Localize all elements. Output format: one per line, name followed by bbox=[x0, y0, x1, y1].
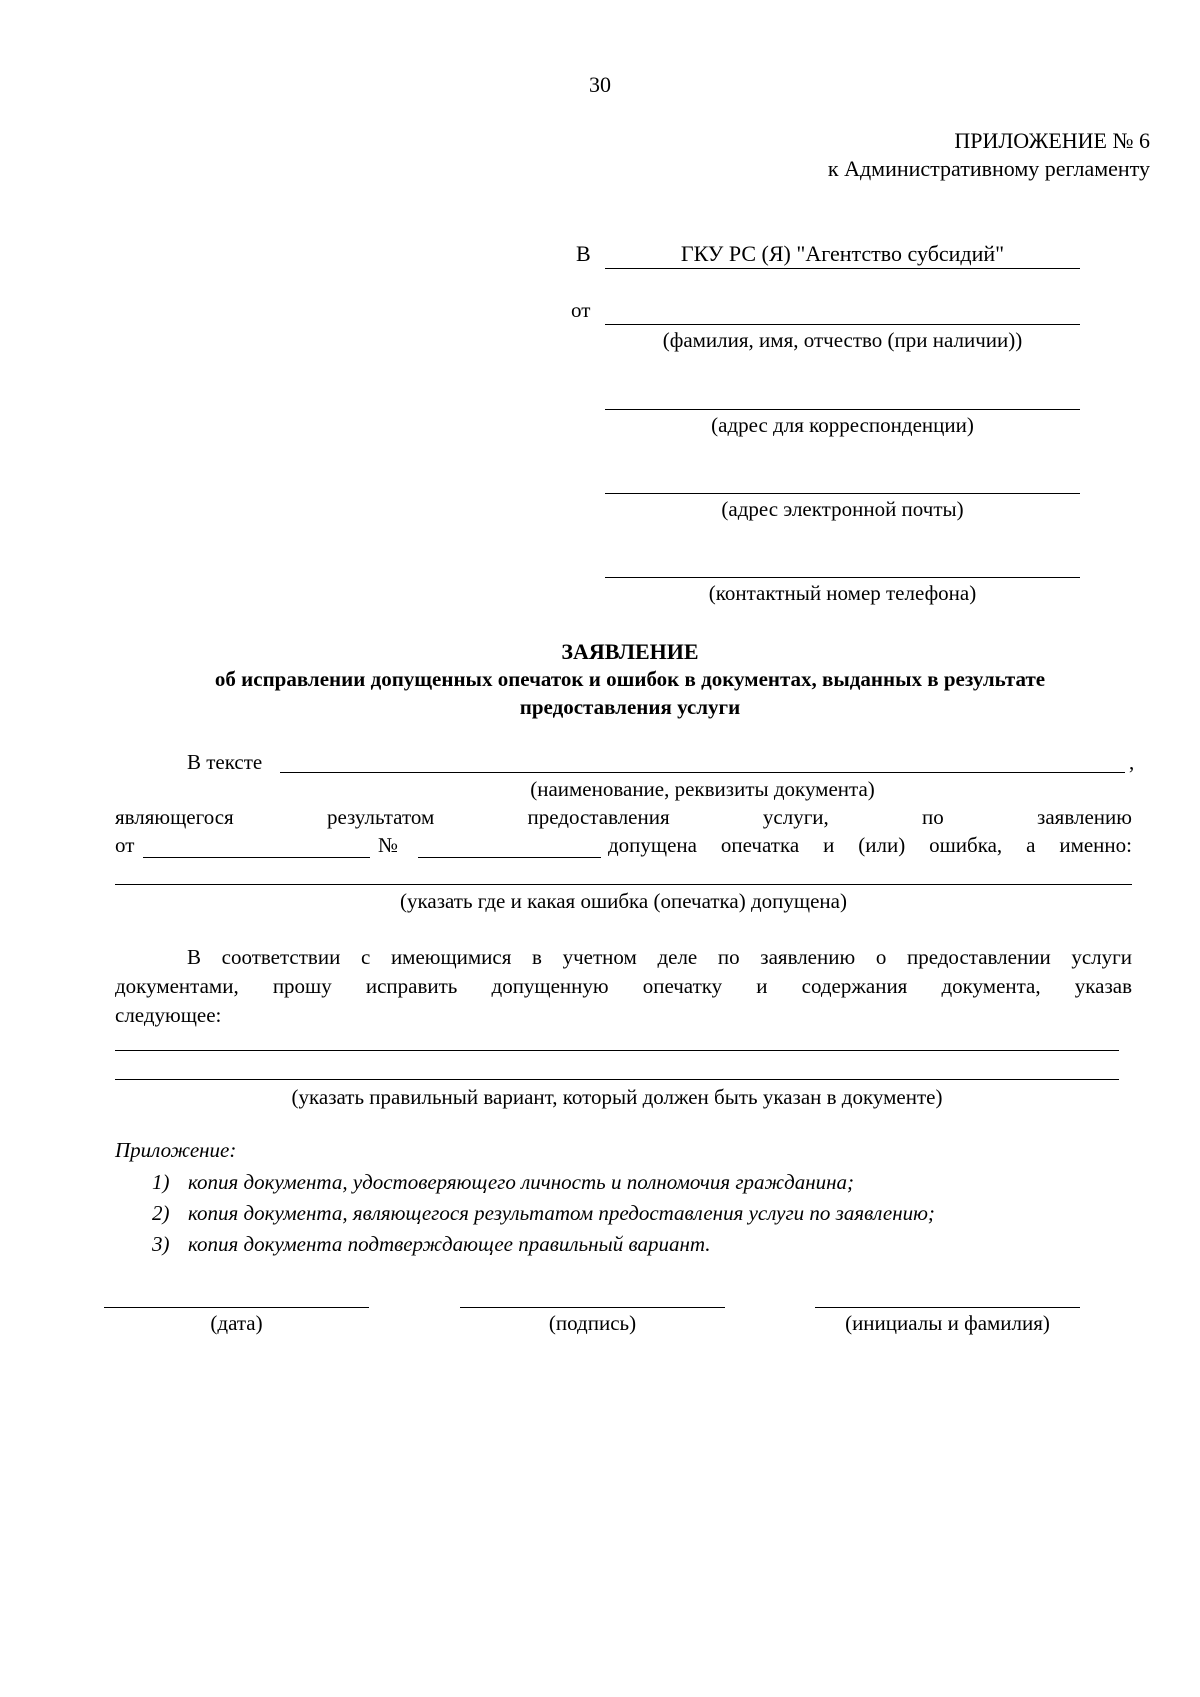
caption-phone: (контактный номер телефона) bbox=[708, 581, 977, 605]
caption-email: (адрес электронной почты) bbox=[721, 497, 964, 521]
caption-signature: (подпись) bbox=[548, 1311, 637, 1335]
page-number: 30 bbox=[589, 72, 611, 97]
word-1: являющегося bbox=[115, 805, 234, 829]
document-subtitle-line1: об исправлении допущенных опечаток и ошибок в документах, выданных в результате bbox=[214, 667, 1046, 691]
caption-date: (дата) bbox=[210, 1311, 263, 1335]
attachment-item-3: копия документа подтверждающее правильный вариант. bbox=[188, 1232, 711, 1256]
address-line bbox=[605, 409, 1080, 410]
word-2: результатом bbox=[326, 805, 435, 829]
word-3: предоставления bbox=[527, 805, 670, 829]
caption-address: (адрес для корреспонденции) bbox=[711, 413, 974, 437]
from-date-label: от bbox=[115, 833, 135, 857]
result-row bbox=[115, 805, 1132, 830]
to-underline bbox=[605, 268, 1080, 269]
number-line bbox=[418, 857, 601, 858]
caption-name: (фамилия, имя, отчество (при наличии)) bbox=[662, 328, 1023, 352]
attachment-item-2: копия документа, являющегося результатом предоставления услуги по заявлению; bbox=[188, 1201, 935, 1225]
phone-line bbox=[605, 577, 1080, 578]
date-line bbox=[143, 857, 370, 858]
caption-error: (указать где и какая ошибка (опечатка) допущена) bbox=[400, 889, 847, 913]
document-name-line bbox=[280, 772, 1125, 773]
attachments-label: Приложение: bbox=[115, 1138, 237, 1162]
document-title: ЗАЯВЛЕНИЕ bbox=[561, 639, 699, 664]
email-line bbox=[605, 493, 1080, 494]
attachment-item-1: копия документа, удостоверяющего личность и полномочия гражданина; bbox=[188, 1170, 855, 1194]
caption-initials: (инициалы и фамилия) bbox=[845, 1311, 1050, 1335]
word-4: услуги, bbox=[762, 805, 829, 829]
attachment-num-3: 3) bbox=[152, 1232, 170, 1256]
word-6: заявлению bbox=[1037, 805, 1132, 829]
caption-correct: (указать правильный вариант, который должен быть указан в документе) bbox=[291, 1085, 943, 1109]
paragraph-line-3: следующее: bbox=[115, 1003, 222, 1027]
paragraph-line-1: В соответствии с имеющимися в учетном деле по заявлению о предоставлении услуги bbox=[187, 945, 1132, 969]
paragraph-line-2: документами, прошу исправить допущенную опечатку и содержания документа, указав bbox=[115, 974, 1132, 998]
in-text-label: В тексте bbox=[187, 750, 263, 774]
from-label: от bbox=[571, 298, 591, 322]
in-text-comma: , bbox=[1129, 750, 1135, 774]
correct-line-1 bbox=[115, 1050, 1119, 1051]
document-subtitle-line2: предоставления услуги bbox=[519, 695, 741, 719]
correct-line-2 bbox=[115, 1079, 1119, 1080]
caption-document: (наименование, реквизиты документа) bbox=[530, 777, 875, 801]
to-value: ГКУ РС (Я) "Агентство субсидий" bbox=[680, 241, 1005, 266]
appendix-subtitle: к Административному регламенту bbox=[827, 156, 1150, 181]
name-line bbox=[605, 324, 1080, 325]
number-label: № bbox=[378, 833, 399, 857]
attachment-num-2: 2) bbox=[152, 1201, 170, 1225]
date-signature-line bbox=[104, 1307, 369, 1308]
word-5: по bbox=[922, 805, 944, 829]
error-line bbox=[115, 884, 1132, 885]
attachment-num-1: 1) bbox=[152, 1170, 170, 1194]
row2-tail: допущена опечатка и (или) ошибка, а именно: bbox=[608, 833, 1132, 857]
appendix-title: ПРИЛОЖЕНИЕ № 6 bbox=[954, 128, 1150, 153]
name-signature-line bbox=[815, 1307, 1080, 1308]
signature-line bbox=[460, 1307, 725, 1308]
to-label: В bbox=[576, 241, 591, 266]
